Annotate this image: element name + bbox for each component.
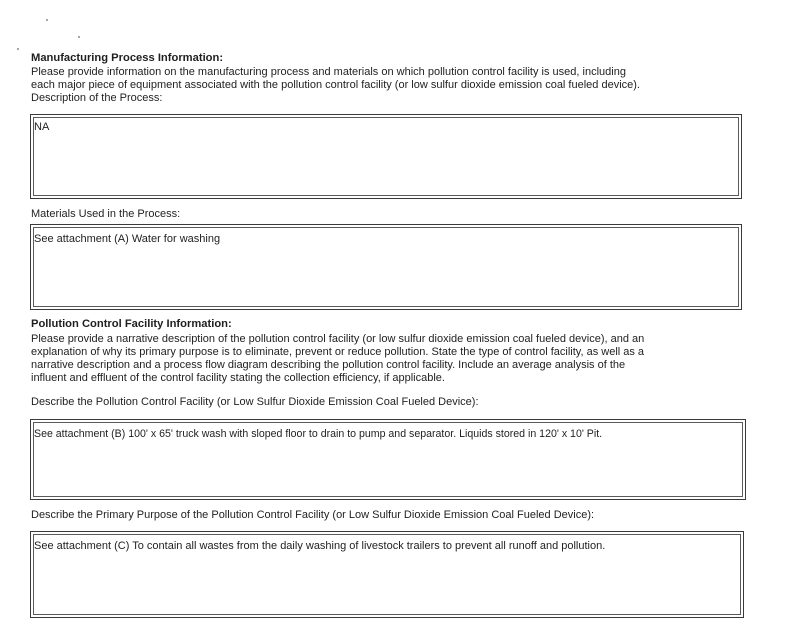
primary-purpose-field[interactable] bbox=[30, 531, 744, 618]
primary-purpose-label: Describe the Primary Purpose of the Pollution Control Facility (or Low Sulfur Dioxide Emission Coal Fueled Device): bbox=[31, 509, 595, 521]
pollution-control-instructions-line: explanation of why its primary purpose is to eliminate, prevent or reduce pollution. State the type of control facility, as well as a bbox=[31, 346, 645, 358]
pollution-control-instructions-line: narrative description and a process flow diagram describing the pollution control facility. Include an average analysis of the bbox=[31, 359, 626, 371]
scan-speck bbox=[46, 19, 48, 21]
pollution-control-instructions-line: influent and effluent of the control facility stating the collection efficiency, if applicable. bbox=[31, 372, 445, 384]
facility-description-label: Describe the Pollution Control Facility (or Low Sulfur Dioxide Emission Coal Fueled Device): bbox=[31, 396, 479, 408]
materials-value: See attachment (A) Water for washing bbox=[34, 233, 221, 245]
materials-label: Materials Used in the Process: bbox=[31, 208, 181, 220]
pollution-control-instructions-line: Please provide a narrative description of the pollution control facility (or low sulfur dioxide emission coal fueled device), and an bbox=[31, 333, 645, 345]
process-description-label: Description of the Process: bbox=[31, 92, 163, 104]
scan-speck bbox=[17, 48, 19, 50]
manufacturing-instructions-line: Please provide information on the manufacturing process and materials on which pollution control facility is used, including bbox=[31, 66, 626, 78]
manufacturing-instructions-line: each major piece of equipment associated with the pollution control facility (or low sulfur dioxide emission coal fueled device). bbox=[31, 79, 640, 91]
facility-description-field[interactable] bbox=[30, 419, 746, 500]
facility-description-value: See attachment (B) 100' x 65' truck wash with sloped floor to drain to pump and separator. Liquids stored in 120' x 10' Pit. bbox=[34, 428, 603, 440]
primary-purpose-value: See attachment (C) To contain all wastes from the daily washing of livestock trailers to prevent all runoff and pollution. bbox=[34, 540, 606, 552]
scan-speck bbox=[78, 36, 80, 38]
materials-field[interactable] bbox=[30, 224, 742, 310]
process-description-field[interactable] bbox=[30, 114, 742, 199]
manufacturing-heading: Manufacturing Process Information: bbox=[31, 52, 224, 64]
process-description-value: NA bbox=[34, 121, 50, 133]
pollution-control-heading: Pollution Control Facility Information: bbox=[31, 318, 232, 330]
